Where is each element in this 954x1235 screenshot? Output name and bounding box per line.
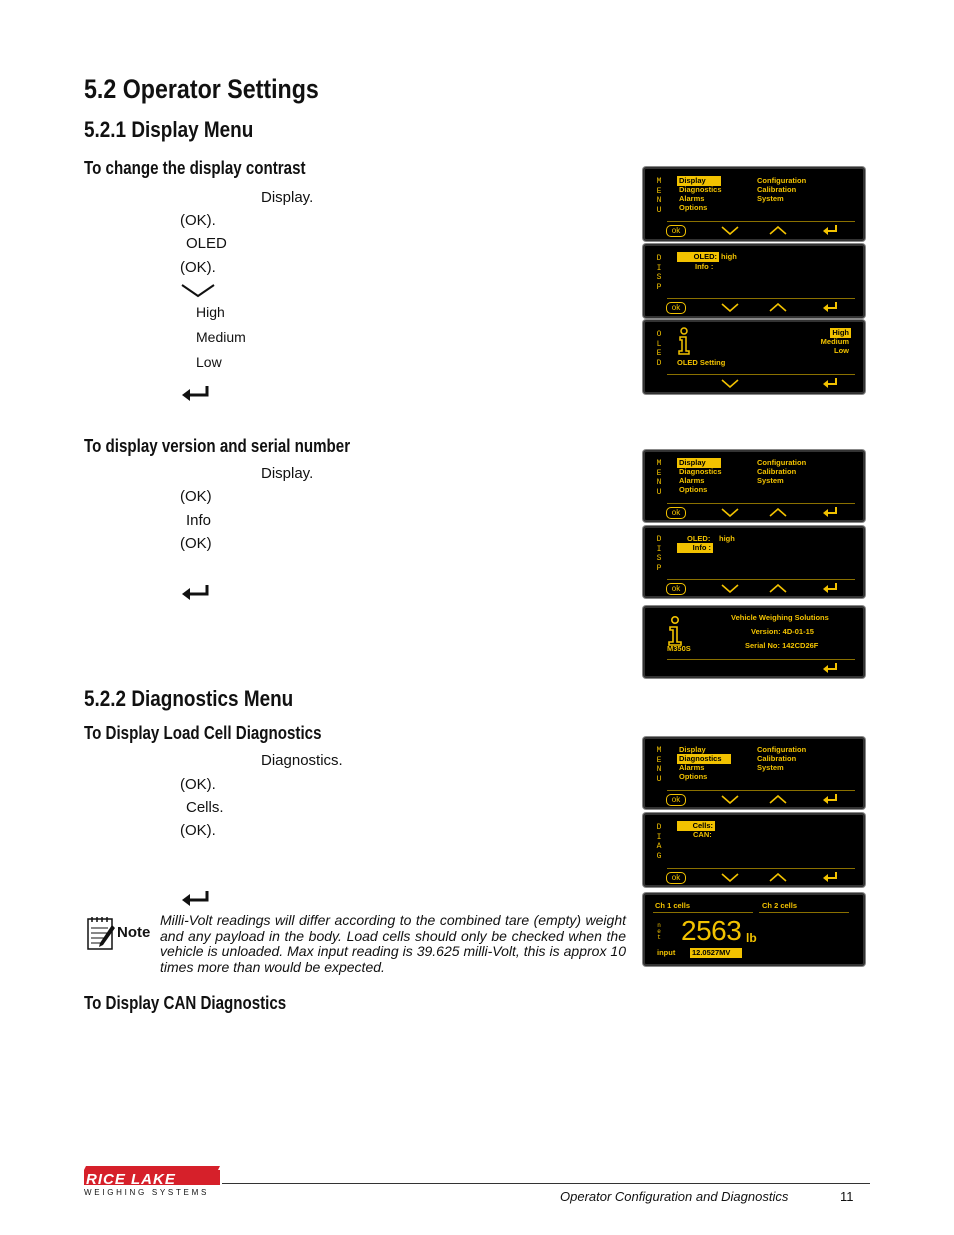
input-label: input xyxy=(657,948,676,957)
side-letter: D xyxy=(656,254,662,263)
side-letter: E xyxy=(656,755,662,765)
note-callout xyxy=(86,915,152,951)
menu-item-configuration[interactable]: Configuration xyxy=(757,745,807,754)
version-step-1: Display. xyxy=(261,465,314,482)
down-arrow-icon[interactable] xyxy=(721,508,739,517)
screen-menu-diagnostics xyxy=(643,737,865,809)
disp-oled-value: high xyxy=(721,252,737,261)
side-letter: N xyxy=(656,478,662,487)
disp-info-label[interactable]: Info : xyxy=(695,262,714,271)
input-millivolt-value: 12.0527MV xyxy=(690,948,742,958)
enter-icon[interactable] xyxy=(823,663,837,673)
side-letter: E xyxy=(656,468,662,478)
oled-setting-caption: OLED Setting xyxy=(677,358,726,367)
channel-1-label: Ch 1 cells xyxy=(655,901,691,910)
note-label: Note xyxy=(117,924,151,941)
up-arrow-icon[interactable] xyxy=(769,795,787,804)
down-arrow-icon[interactable] xyxy=(721,795,739,804)
oled-option-medium[interactable]: Medium xyxy=(820,337,849,346)
contrast-option-low: Low xyxy=(196,354,222,370)
side-letter: U xyxy=(656,205,662,215)
logo-wordmark: RICE LAKE xyxy=(86,1171,176,1188)
screen-disp-info xyxy=(643,526,865,598)
menu-item-options[interactable]: Options xyxy=(679,485,708,494)
enter-key-icon xyxy=(181,890,209,906)
ok-button[interactable]: ok xyxy=(666,872,686,884)
disp-info-label[interactable]: Info : xyxy=(677,543,713,553)
net-letter: t xyxy=(657,934,661,941)
side-letter: M xyxy=(656,177,662,186)
side-letter: E xyxy=(656,186,662,196)
enter-icon[interactable] xyxy=(823,583,837,593)
chevron-down-icon xyxy=(181,284,215,303)
menu-item-system[interactable]: System xyxy=(757,194,784,203)
disp-oled-value: high xyxy=(719,534,735,543)
side-letter: L xyxy=(656,339,662,349)
contrast-option-high: High xyxy=(196,304,225,320)
menu-item-configuration[interactable]: Configuration xyxy=(757,176,807,185)
loadcell-step-3: Cells. xyxy=(186,799,224,816)
down-arrow-icon[interactable] xyxy=(721,873,739,882)
side-letter: D xyxy=(656,358,662,368)
side-letter: D xyxy=(656,823,662,832)
menu-item-system[interactable]: System xyxy=(757,763,784,772)
menu-item-alarms[interactable]: Alarms xyxy=(679,763,705,772)
net-letter: n xyxy=(657,922,661,929)
version-step-4: (OK) xyxy=(180,535,212,552)
side-letter: N xyxy=(656,196,662,205)
logo-subtitle: WEIGHING SYSTEMS xyxy=(84,1188,209,1197)
task-heading-version: To display version and serial number xyxy=(84,436,351,456)
subsection-heading-diagnostics-menu: 5.2.2 Diagnostics Menu xyxy=(84,686,294,711)
side-letter: P xyxy=(656,563,662,573)
info-version: Version: 4D-01-15 xyxy=(751,627,814,636)
contrast-option-medium: Medium xyxy=(196,329,246,345)
side-letter: U xyxy=(656,774,662,784)
side-letter: I xyxy=(656,263,662,273)
enter-icon[interactable] xyxy=(823,225,837,235)
menu-item-alarms[interactable]: Alarms xyxy=(679,476,705,485)
side-letter: G xyxy=(656,851,662,861)
side-letter: S xyxy=(656,554,662,563)
ok-button[interactable]: ok xyxy=(666,225,686,237)
footer-rule xyxy=(222,1183,870,1184)
loadcell-step-4: (OK). xyxy=(180,822,216,839)
version-step-3: Info xyxy=(186,512,212,529)
down-arrow-icon[interactable] xyxy=(721,379,739,388)
section-heading: 5.2 Operator Settings xyxy=(84,74,319,104)
side-letter: M xyxy=(656,746,662,755)
ok-button[interactable]: ok xyxy=(666,302,686,314)
up-arrow-icon[interactable] xyxy=(769,508,787,517)
menu-item-system[interactable]: System xyxy=(757,476,784,485)
page-number: 11 xyxy=(840,1189,854,1204)
menu-item-display[interactable]: Display xyxy=(679,745,706,754)
side-letter: D xyxy=(656,535,662,544)
loadcell-step-1: Diagnostics. xyxy=(261,752,343,769)
weight-unit: lb xyxy=(746,931,757,945)
screen-version-info xyxy=(643,606,865,678)
menu-item-configuration[interactable]: Configuration xyxy=(757,458,807,467)
diag-item-can[interactable]: CAN: xyxy=(693,830,712,839)
task-heading-loadcell: To Display Load Cell Diagnostics xyxy=(84,723,322,743)
side-letter: U xyxy=(656,487,662,497)
side-letter: N xyxy=(656,765,662,774)
enter-icon[interactable] xyxy=(823,507,837,517)
ok-button[interactable]: ok xyxy=(666,583,686,595)
menu-item-calibration[interactable]: Calibration xyxy=(757,467,797,476)
up-arrow-icon[interactable] xyxy=(769,873,787,882)
screen-menu-display xyxy=(643,450,865,522)
task-heading-can: To Display CAN Diagnostics xyxy=(84,993,287,1013)
info-serial: Serial No: 142CD26F xyxy=(745,641,819,650)
menu-item-diagnostics[interactable]: Diagnostics xyxy=(677,754,731,764)
info-icon xyxy=(677,327,691,355)
up-arrow-icon[interactable] xyxy=(769,584,787,593)
channel-2-label: Ch 2 cells xyxy=(762,901,798,910)
info-icon xyxy=(667,616,683,646)
side-letter: A xyxy=(656,842,662,851)
net-letter: e xyxy=(657,928,661,935)
enter-icon[interactable] xyxy=(823,302,837,312)
side-letter: I xyxy=(656,832,662,842)
ok-button[interactable]: ok xyxy=(666,507,686,519)
down-arrow-icon[interactable] xyxy=(721,584,739,593)
enter-key-icon xyxy=(181,385,209,401)
up-arrow-icon[interactable] xyxy=(769,303,787,312)
oled-option-high[interactable]: High xyxy=(832,328,849,337)
side-letter: P xyxy=(656,282,662,292)
menu-item-display[interactable]: Display xyxy=(677,458,721,468)
contrast-step-4: (OK). xyxy=(180,259,216,276)
menu-item-diagnostics[interactable]: Diagnostics xyxy=(679,467,722,476)
down-arrow-icon[interactable] xyxy=(721,226,739,235)
ok-button[interactable]: ok xyxy=(666,794,686,806)
enter-icon[interactable] xyxy=(823,872,837,882)
disp-oled-label[interactable]: OLED: xyxy=(677,252,719,262)
enter-icon[interactable] xyxy=(823,378,837,388)
weight-value: 2563 xyxy=(681,915,742,946)
notepad-icon xyxy=(86,915,116,951)
menu-item-options[interactable]: Options xyxy=(679,203,708,212)
menu-item-calibration[interactable]: Calibration xyxy=(757,185,797,194)
menu-item-display[interactable]: Display xyxy=(677,176,721,186)
menu-item-alarms[interactable]: Alarms xyxy=(679,194,705,203)
side-letter: O xyxy=(656,330,662,339)
menu-item-calibration[interactable]: Calibration xyxy=(757,754,797,763)
rice-lake-logo xyxy=(84,1165,220,1199)
screen-diag xyxy=(643,813,865,887)
menu-item-diagnostics[interactable]: Diagnostics xyxy=(679,185,722,194)
footer-doc-title: Operator Configuration and Diagnostics xyxy=(560,1189,789,1204)
up-arrow-icon[interactable] xyxy=(769,226,787,235)
info-company: Vehicle Weighing Solutions xyxy=(731,613,829,622)
note-text: Milli-Volt readings will differ according to the combined tare (empty) weight and any payload in the body. Load cells should only be checked when the vehicle is unloaded. Max input reading is 39.625 milli-Volt, this is approx 10 times more than would be expected. xyxy=(160,912,626,975)
contrast-step-2: (OK). xyxy=(180,212,216,229)
screen-oled-setting xyxy=(643,320,865,394)
side-letter: S xyxy=(656,273,662,282)
version-step-2: (OK) xyxy=(180,488,212,505)
contrast-step-3: OLED xyxy=(186,235,227,252)
down-arrow-icon[interactable] xyxy=(721,303,739,312)
screen-disp-oled xyxy=(643,244,865,318)
contrast-step-1: Display. xyxy=(261,189,314,206)
task-heading-contrast: To change the display contrast xyxy=(84,158,306,178)
enter-icon[interactable] xyxy=(823,794,837,804)
side-letter: E xyxy=(656,349,662,358)
disp-oled-label[interactable]: OLED: xyxy=(687,534,711,543)
screen-cells-readout xyxy=(643,893,865,966)
menu-item-options[interactable]: Options xyxy=(679,772,708,781)
loadcell-step-2: (OK). xyxy=(180,776,216,793)
oled-option-low[interactable]: Low xyxy=(834,346,849,355)
diag-item-cells[interactable]: Cells: xyxy=(677,821,715,831)
info-model: M350S xyxy=(667,644,691,653)
subsection-heading-display-menu: 5.2.1 Display Menu xyxy=(84,117,254,142)
side-letter: I xyxy=(656,544,662,554)
side-letter: M xyxy=(656,459,662,468)
screen-menu-display xyxy=(643,167,865,241)
enter-key-icon xyxy=(181,584,209,600)
